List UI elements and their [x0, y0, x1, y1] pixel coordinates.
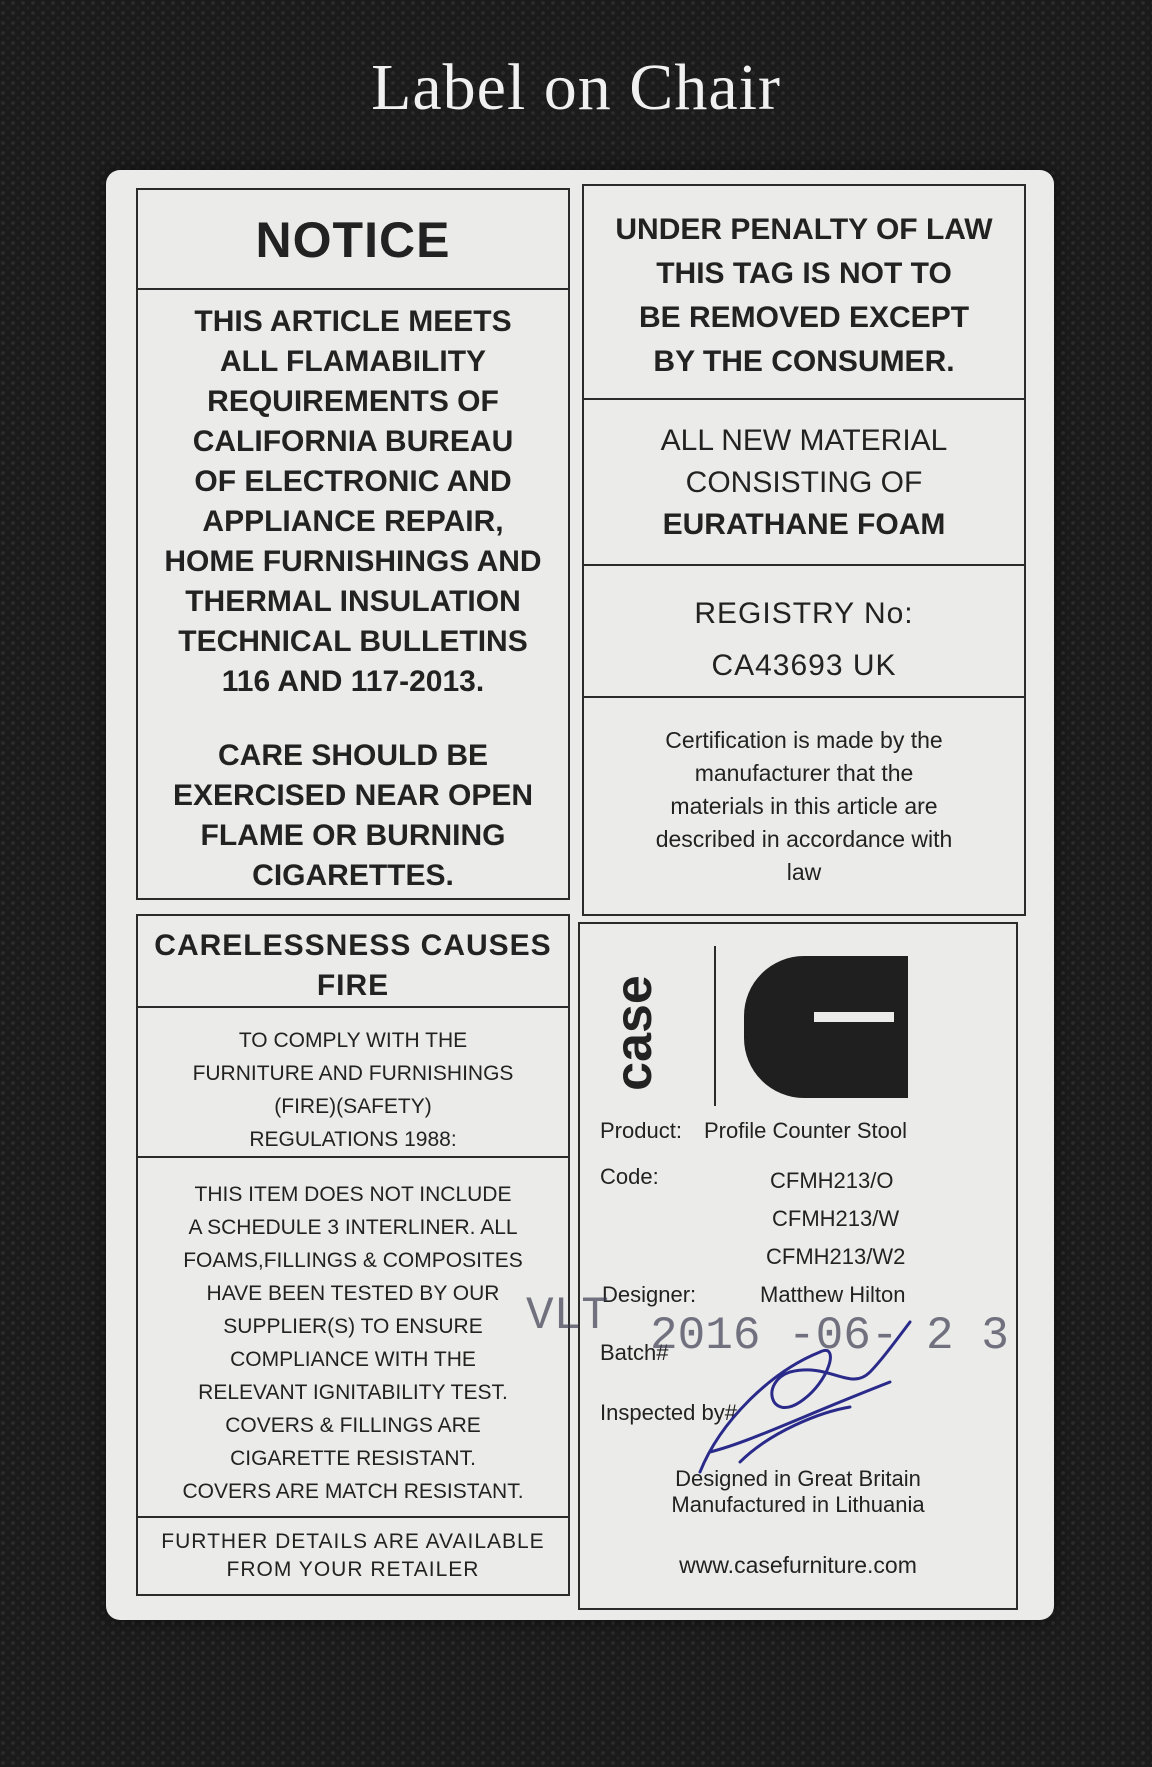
penalty-line: BE REMOVED EXCEPT	[638, 301, 970, 334]
item-line: COMPLIANCE WITH THE	[230, 1348, 476, 1371]
penalty-line: THIS TAG IS NOT TO	[656, 257, 952, 290]
material-foam: EURATHANE FOAM	[662, 508, 946, 541]
care-line: CIGARETTES.	[252, 859, 454, 892]
item-line: CIGARETTE RESISTANT.	[230, 1447, 476, 1470]
material-section	[584, 400, 1024, 566]
case-logo-icon	[744, 956, 908, 1098]
registry-number: CA43693 UK	[711, 649, 897, 682]
comply-section	[138, 1008, 568, 1158]
product-label: Product:	[600, 1118, 682, 1143]
code-label: Code:	[600, 1164, 659, 1189]
product-panel	[526, 922, 1018, 1610]
fire-title-line: CARELESSNESS CAUSES	[154, 929, 552, 962]
item-line: HAVE BEEN TESTED BY OUR	[206, 1282, 500, 1305]
item-line: RELEVANT IGNITABILITY TEST.	[198, 1381, 508, 1404]
comply-line: TO COMPLY WITH THE	[238, 1029, 468, 1052]
care-line: FLAME OR BURNING	[200, 819, 506, 852]
further-line: FROM YOUR RETAILER	[226, 1558, 480, 1581]
registry-label: REGISTRY No:	[694, 597, 914, 630]
comply-line: FURNITURE AND FURNISHINGS	[192, 1062, 514, 1085]
designer-label: Designer:	[602, 1282, 697, 1307]
origin-manufactured: Manufactured in Lithuania	[671, 1492, 925, 1517]
notice-line: THERMAL INSULATION	[185, 585, 521, 618]
notice-line: APPLIANCE REPAIR,	[202, 505, 504, 538]
item-line: FOAMS,FILLINGS & COMPOSITES	[183, 1249, 523, 1272]
item-line: COVERS ARE MATCH RESISTANT.	[182, 1480, 524, 1503]
notice-line: CALIFORNIA BUREAU	[192, 425, 514, 458]
notice-title: NOTICE	[138, 190, 568, 290]
notice-line: HOME FURNISHINGS AND	[164, 545, 542, 578]
designer-name: Matthew Hilton	[760, 1282, 906, 1307]
notice-line: TECHNICAL BULLETINS	[178, 625, 528, 658]
notice-line: OF ELECTRONIC AND	[194, 465, 512, 498]
photo-title: Label on Chair	[371, 51, 781, 124]
origin-designed: Designed in Great Britain	[675, 1466, 921, 1491]
cert-line: described in accordance with	[655, 826, 953, 852]
material-line: CONSISTING OF	[685, 466, 923, 499]
product-code: CFMH213/W2	[766, 1244, 906, 1269]
product-code: CFMH213/W	[772, 1206, 900, 1231]
notice-line: REQUIREMENTS OF	[207, 385, 499, 418]
notice-line: THIS ARTICLE MEETS	[194, 305, 512, 338]
item-line: THIS ITEM DOES NOT INCLUDE	[194, 1183, 512, 1206]
batch-label: Batch#	[600, 1340, 669, 1365]
inspected-label: Inspected by#	[600, 1400, 737, 1425]
penalty-line: BY THE CONSUMER.	[653, 345, 955, 378]
registry-section	[584, 566, 1024, 698]
item-line: A SCHEDULE 3 INTERLINER. ALL	[188, 1216, 518, 1239]
item-section	[138, 1158, 568, 1518]
product-name: Profile Counter Stool	[704, 1118, 907, 1143]
brand-divider	[714, 946, 716, 1106]
material-line: ALL NEW MATERIAL	[660, 424, 948, 457]
notice-line: ALL FLAMABILITY	[219, 345, 487, 378]
further-line: FURTHER DETAILS ARE AVAILABLE	[161, 1530, 545, 1553]
notice-line: 116 AND 117-2013.	[221, 665, 485, 698]
chair-label	[106, 170, 1054, 1620]
penalty-notice	[584, 186, 1024, 400]
fire-title	[138, 916, 568, 1008]
comply-line: (FIRE)(SAFETY)	[274, 1095, 432, 1118]
comply-line: REGULATIONS 1988:	[249, 1128, 457, 1151]
brand-wordmark: case	[605, 975, 663, 1091]
notice-panel	[136, 188, 570, 900]
notice-body	[138, 290, 568, 702]
care-line: EXERCISED NEAR OPEN	[172, 779, 534, 812]
item-line: COVERS & FILLINGS ARE	[225, 1414, 481, 1437]
item-line: SUPPLIER(S) TO ENSURE	[223, 1315, 483, 1338]
care-line: CARE SHOULD BE	[217, 739, 488, 772]
certification-text	[584, 698, 1024, 889]
care-warning	[138, 702, 568, 896]
cert-line: materials in this article are	[670, 793, 938, 819]
website-url: www.casefurniture.com	[679, 1552, 917, 1578]
penalty-line: UNDER PENALTY OF LAW	[615, 213, 993, 246]
further-details	[138, 1518, 568, 1584]
cert-line: law	[786, 859, 822, 885]
law-panel	[582, 184, 1026, 916]
cert-line: manufacturer that the	[694, 760, 914, 786]
cert-line: Certification is made by the	[665, 727, 943, 753]
fire-panel	[136, 914, 570, 1596]
stamp-prefix: VLT	[526, 1290, 609, 1342]
batch-stamp-date: 2016 -06- 2 3	[650, 1310, 1009, 1362]
inspector-signature	[680, 1312, 920, 1482]
fire-title-line: FIRE	[316, 969, 390, 1002]
product-code: CFMH213/O	[770, 1168, 894, 1193]
